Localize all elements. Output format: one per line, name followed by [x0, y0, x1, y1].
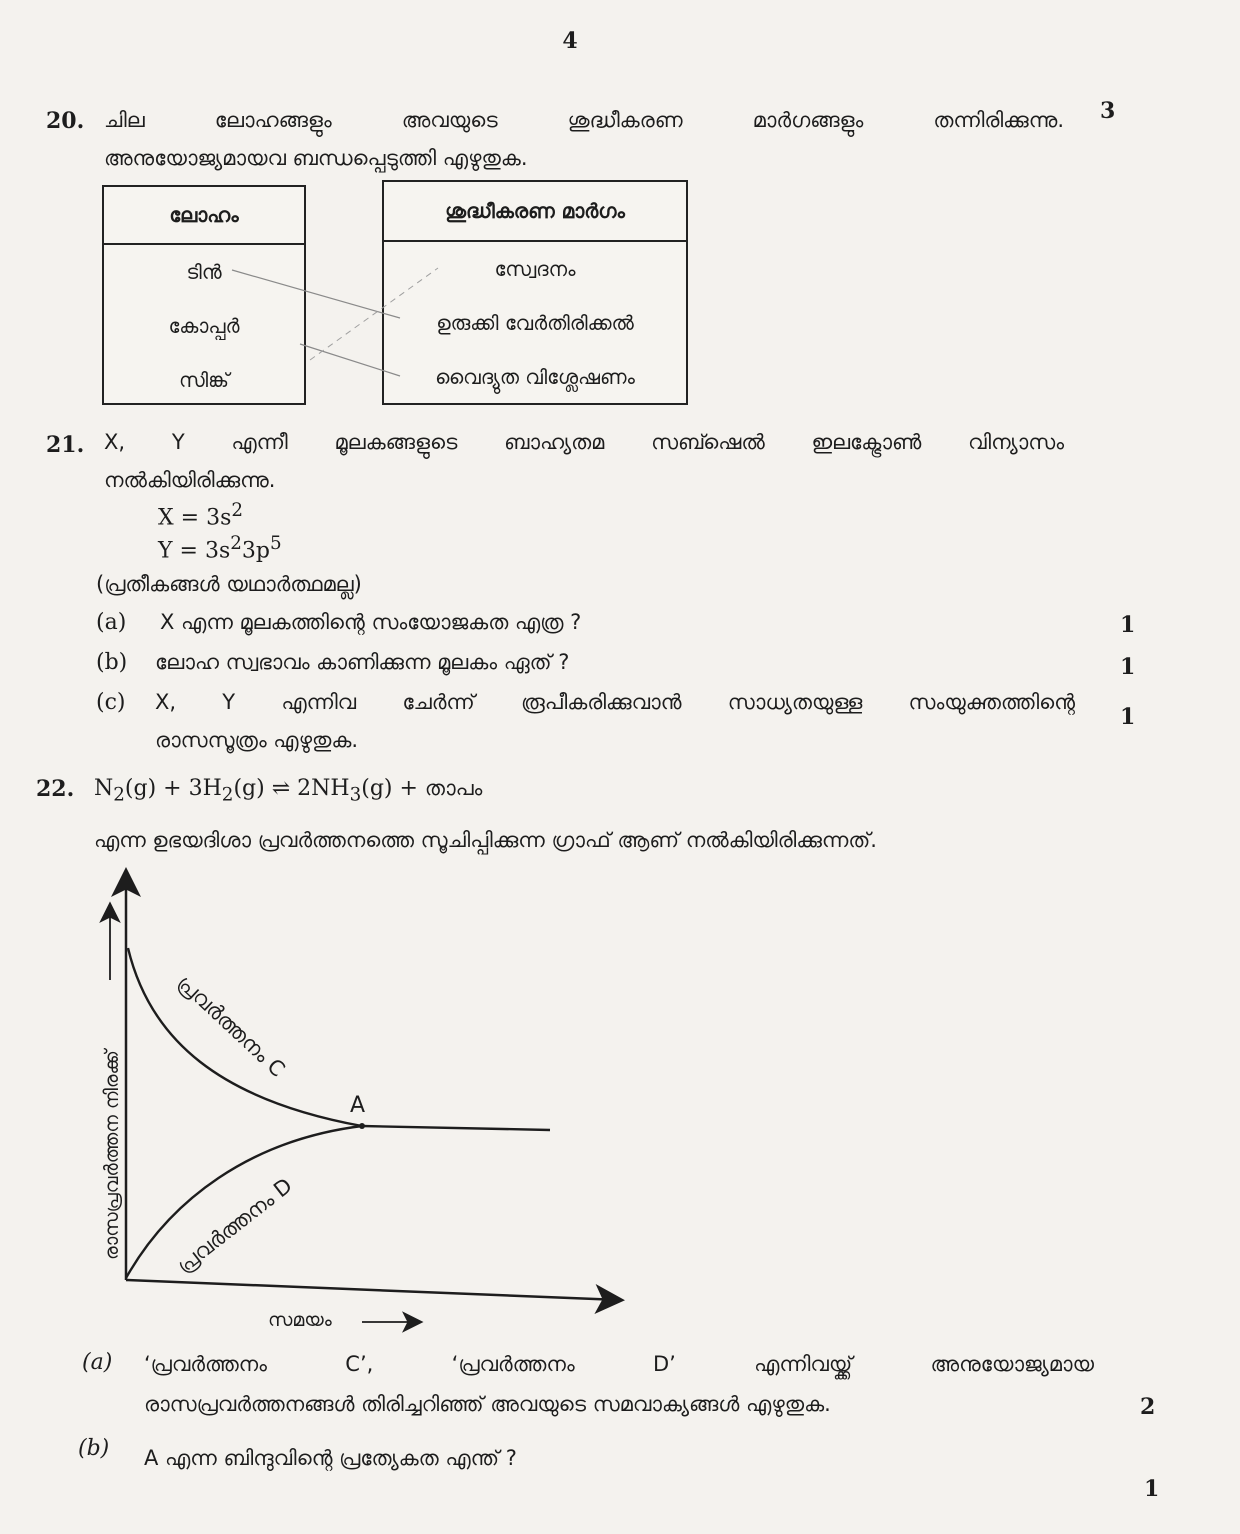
eq-n-sub: 2: [113, 784, 125, 806]
q22-text-line2: എന്ന ഉഭയദിശാ പ്രവർത്തനത്തെ സൂചിപ്പിക്കുന്ന ഗ്രാഫ് ആണ് നൽകിയിരിക്കുന്നത്.: [94, 828, 877, 852]
q21c-text-line1: X, Y എന്നിവ ചേർന്ന് രൂപീകരിക്കുവാൻ സാധ്യതയുള്ള സംയുക്തത്തിന്റെ: [155, 690, 1075, 714]
q21b-label: (b): [96, 650, 128, 675]
q22a-label: (a): [82, 1350, 113, 1375]
method-electrolysis: വൈദ്യുത വിശ്ലേഷണം: [435, 365, 635, 389]
eq-part1: (g) + 3H: [124, 776, 222, 801]
config-y-base1: Y = 3s: [158, 538, 231, 564]
metal-tin: ടിൻ: [186, 260, 222, 284]
q21-note: (പ്രതീകങ്ങൾ യഥാർത്ഥമല്ല): [96, 572, 362, 596]
metal-zinc: സിങ്ക്: [178, 368, 230, 392]
metal-copper: കോപ്പർ: [168, 314, 240, 338]
q22b-marks: 1: [1144, 1476, 1160, 1502]
q21-config-y: [158, 533, 282, 563]
q20-number: 20.: [46, 108, 85, 134]
q22a-text-line2: രാസപ്രവർത്തനങ്ങൾ തിരിച്ചറിഞ്ഞ് അവയുടെ സമവാക്യങ്ങൾ എഴുതുക.: [144, 1392, 831, 1416]
q22-equation: [94, 776, 482, 805]
method-table-header: ശുദ്ധീകരണ മാർഗം: [384, 182, 686, 242]
q21c-label: (c): [96, 690, 126, 715]
pencil-line-zinc: [300, 344, 400, 376]
config-y-sup1: 2: [230, 533, 242, 554]
method-liquation: ഉരുക്കി വേർതിരിക്കൽ: [436, 311, 634, 335]
q20-text-line2: അനുയോജ്യമായവ ബന്ധപ്പെടുത്തി എഴുതുക.: [104, 146, 528, 170]
point-a-marker: [359, 1123, 365, 1129]
config-x-sup: 2: [231, 500, 244, 521]
q21-config-x: [158, 500, 243, 530]
rate-time-graph: [0, 860, 700, 1340]
q21b-marks: 1: [1120, 654, 1136, 680]
config-x-base: X = 3s: [158, 505, 232, 531]
metal-table-header: ലോഹം: [104, 187, 304, 245]
q22a-text-line1: ‘പ്രവർത്തനം C’, ‘പ്രവർത്തനം D’ എന്നിവയ്ക്ക് അനുയോജ്യമായ: [144, 1352, 1094, 1376]
config-y-sup2: 5: [270, 533, 282, 554]
eq-h-sub: 2: [221, 784, 234, 806]
x-axis-label: സമയം: [268, 1309, 332, 1331]
pencil-match-lines: [0, 0, 1240, 420]
q20-text-line1: ചില ലോഹങ്ങളും അവയുടെ ശുദ്ധീകരണ മാർഗങ്ങളും തന്നിരിക്കുന്നു.: [104, 108, 1064, 132]
q21a-marks: 1: [1120, 612, 1136, 638]
eq-n: N: [94, 776, 114, 801]
pencil-line-tin: [232, 270, 400, 318]
q21-text-line2: നൽകിയിരിക്കുന്നു.: [104, 468, 276, 492]
q21c-text-line2: രാസസൂത്രം എഴുതുക.: [155, 728, 359, 752]
curve-c-label: പ്രവർത്തനം C: [172, 970, 290, 1082]
q20-marks: 3: [1100, 98, 1116, 124]
pencil-line-copper: [310, 268, 438, 360]
q22-number: 22.: [36, 776, 75, 802]
config-y-base2: 3p: [241, 538, 270, 564]
eq-heat: താപം: [424, 776, 483, 800]
q21a-label: (a): [96, 610, 127, 635]
equilibrium-line: [362, 1126, 550, 1130]
eq-nh-sub: 3: [349, 784, 362, 806]
q21a-text: X എന്ന മൂലകത്തിന്റെ സംയോജകത എത്ര ?: [160, 610, 582, 634]
q22a-marks: 2: [1140, 1394, 1156, 1420]
q21-text-line1: X, Y എന്നീ മൂലകങ്ങളുടെ ബാഹ്യതമ സബ്ഷെൽ ഇലക്ട്രോൺ വിന്യാസം: [104, 430, 1064, 454]
q22b-label: (b): [78, 1436, 110, 1461]
q22b-text: A എന്ന ബിന്ദുവിന്റെ പ്രത്യേകത എന്ത് ?: [144, 1446, 517, 1470]
method-distillation: സ്വേദനം: [494, 257, 576, 281]
q21b-text: ലോഹ സ്വഭാവം കാണിക്കുന്ന മൂലകം ഏത് ?: [155, 650, 570, 674]
x-axis: [126, 1280, 620, 1300]
point-a-label: A: [350, 1093, 366, 1118]
page-number: 4: [562, 28, 578, 54]
q21-number: 21.: [46, 432, 85, 458]
y-axis-label: രാസപ്രവർത്തന നിരക്ക്: [101, 1050, 123, 1260]
eq-part2: (g) ⇌ 2NH: [233, 776, 350, 801]
q21c-marks: 1: [1120, 704, 1136, 730]
eq-part3: (g) +: [361, 776, 425, 801]
curve-d-label: പ്രവർത്തനം D: [172, 1173, 297, 1278]
